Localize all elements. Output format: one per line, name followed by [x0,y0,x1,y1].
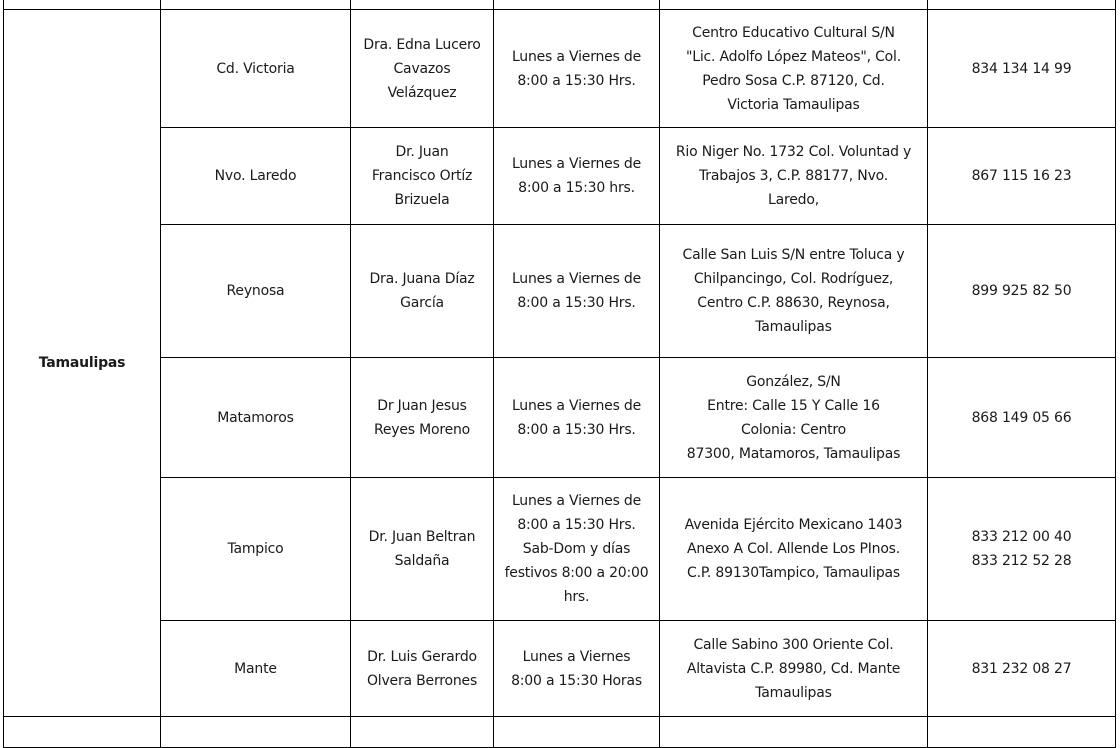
address-cell [660,128,928,225]
phone-line: 833 212 00 40 [971,529,1072,545]
schedule-line: 8:00 a 15:30 Hrs. [517,517,636,533]
schedule-line: Lunes a Viernes de [511,48,642,65]
schedule-line: festivos 8:00 a 20:00 [504,565,649,581]
empty-cell [928,0,1116,10]
address-line: Pedro Sosa C.P. 87120, Cd. [702,72,885,89]
address-line: Tamaulipas [755,684,832,701]
director-line: Dr. Luis Gerardo [367,648,477,665]
director-line: Saldaña [394,553,450,569]
empty-cell [660,0,928,10]
schedule-line: 8:00 a 15:30 Hrs. [517,295,636,311]
director-cell [351,225,494,358]
address-line: Laredo, [768,192,819,208]
schedule-line: 8:00 a 15:30 Hrs. [517,421,636,438]
table-row-continuation-top [4,0,1116,10]
state-cell: Tamaulipas [4,10,161,717]
schedule-cell [494,128,660,225]
schedule-cell [494,478,660,621]
schedule-line: Lunes a Viernes de [511,493,642,509]
city-cell: Matamoros [161,358,351,478]
schedule-line: Sab-Dom y días [522,541,631,557]
empty-cell [494,0,660,10]
phone-cell [928,621,1116,717]
phone-line: 868 149 05 66 [971,409,1072,426]
schedule-cell [494,621,660,717]
empty-cell [351,0,494,10]
city-cell: Mante [161,621,351,717]
empty-cell [351,717,494,748]
director-line: Reyes Moreno [373,421,471,438]
address-line: Entre: Calle 15 Y Calle 16 [707,397,880,414]
schedule-line: Lunes a Viernes de [511,156,642,172]
phone-cell [928,225,1116,358]
phone-line: 834 134 14 99 [971,60,1072,77]
director-cell [351,478,494,621]
address-line: Altavista C.P. 89980, Cd. Mante [686,660,901,677]
schedule-line: 8:00 a 15:30 Hrs. [517,72,636,89]
office-directory-table [3,0,1116,748]
empty-cell [928,717,1116,748]
address-line: Centro C.P. 88630, Reynosa, [697,295,890,311]
city-cell: Nvo. Laredo [161,128,351,225]
director-line: Dra. Edna Lucero [363,36,481,53]
empty-cell [660,717,928,748]
phone-cell [928,128,1116,225]
table-row-continuation-bottom [4,717,1116,748]
address-line: Centro Educativo Cultural S/N [692,24,895,41]
address-line: Tamaulipas [755,319,832,335]
table-row [4,621,1116,717]
schedule-cell [494,358,660,478]
address-line: Victoria Tamaulipas [727,96,860,113]
address-line: Anexo A Col. Allende Los PInos. [686,541,901,557]
city-cell: Reynosa [161,225,351,358]
empty-cell [494,717,660,748]
empty-cell [4,0,161,10]
address-line: Colonia: Centro [740,421,847,438]
table-body [4,0,1116,748]
address-line: C.P. 89130Tampico, Tamaulipas [687,565,900,581]
address-cell [660,225,928,358]
address-cell [660,621,928,717]
schedule-line: Lunes a Viernes [522,648,631,665]
address-line: "Lic. Adolfo López Mateos", Col. [685,48,901,65]
schedule-line: 8:00 a 15:30 hrs. [518,180,635,196]
address-cell [660,10,928,128]
director-line: Dr. Juan [395,144,449,160]
director-cell [351,128,494,225]
city-cell: Cd. Victoria [161,10,351,128]
address-line: Avenida Ejército Mexicano 1403 [684,517,903,533]
table-row [4,358,1116,478]
phone-cell [928,10,1116,128]
address-cell [660,358,928,478]
empty-cell [161,717,351,748]
director-line: Brizuela [394,192,450,208]
phone-line: 831 232 08 27 [971,660,1072,677]
address-line: Trabajos 3, C.P. 88177, Nvo. [698,168,889,184]
city-cell: Tampico [161,478,351,621]
director-line: Olvera Berrones [366,672,478,689]
director-line: García [400,295,444,311]
address-line: Calle Sabino 300 Oriente Col. [693,636,894,653]
director-cell [351,358,494,478]
empty-cell [161,0,351,10]
address-line: 87300, Matamoros, Tamaulipas [686,445,901,462]
schedule-line: Lunes a Viernes de [511,397,642,414]
table-row [4,128,1116,225]
address-line: Rio Niger No. 1732 Col. Voluntad y [675,144,912,160]
schedule-cell [494,225,660,358]
director-line: Cavazos [393,60,451,77]
director-cell [351,10,494,128]
table-row [4,10,1116,128]
phone-line: 833 212 52 28 [971,553,1072,569]
director-line: Francisco Ortíz [371,168,473,184]
director-line: Velázquez [387,84,457,101]
schedule-cell [494,10,660,128]
address-line: González, S/N [746,373,841,390]
address-line: Chilpancingo, Col. Rodríguez, [693,271,894,287]
phone-cell [928,478,1116,621]
empty-cell [4,717,161,748]
phone-line: 899 925 82 50 [971,283,1072,299]
phone-line: 867 115 16 23 [971,168,1072,184]
schedule-line: 8:00 a 15:30 Horas [511,672,642,689]
phone-cell [928,358,1116,478]
schedule-line: hrs. [563,589,590,605]
director-line: Dra. Juana Díaz [369,271,475,287]
director-line: Dr. Juan Beltran [368,529,476,545]
director-line: Dr Juan Jesus [377,397,467,414]
address-cell [660,478,928,621]
table-row [4,478,1116,621]
schedule-line: Lunes a Viernes de [511,271,642,287]
address-line: Calle San Luis S/N entre Toluca y [682,247,905,263]
director-cell [351,621,494,717]
table-row [4,225,1116,358]
